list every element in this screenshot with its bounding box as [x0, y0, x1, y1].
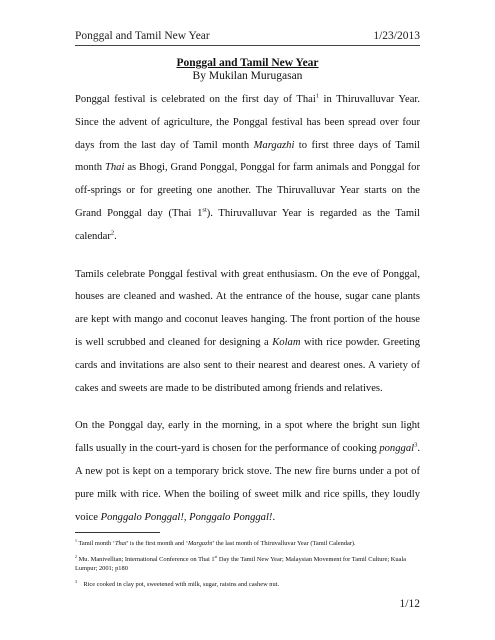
paragraph-2: Tamils celebrate Ponggal festival with great enthusiasm. On the eve of Ponggal, houses are cleaned and washed. At the entrance of the house, sugar cane plants are kept with mango and coconut leaves hanging. The front portion of the house is well scrubbed and cleaned for designing a Kolam with rice powder. Greeting cards and invitations are also sent to their nearest and dearest ones. A variety of cakes and sweets are made to be distributed among friends and relatives. [75, 268, 420, 394]
footnote-3: $^3$ Rice cooked in clay pot, sweetened with milk, sugar, raisins and cashew nut. [75, 578, 280, 588]
footnote-divider [75, 532, 160, 533]
paragraph-1: Ponggal festival is celebrated on the first day of Thai$^1$ in Thiruvalluvar Year. Since the advent of agriculture, the Ponggal festival has been spread over four days from the last day of Tamil month Margazhi to first three days of Tamil month Thai as Bhogi, Grand Ponggal, Ponggal for farm animals and Ponggal for off-springs or for greeting one another. The Thiruvalluvar Year starts on the Grand Ponggal day (Thai 1st). Thiruvalluvar Year is regarded as the Tamil calendar$^2$. [75, 92, 420, 242]
header-title: Ponggal and Tamil New Year [75, 30, 210, 42]
running-header [75, 30, 420, 46]
page-number: 1/12 [399, 598, 420, 610]
document-author: By Mukilan Murugasan [192, 70, 303, 82]
document-body [75, 57, 420, 529]
header-date: 1/23/2013 [373, 30, 420, 42]
footnotes [75, 532, 420, 595]
paragraph-spacer [75, 249, 420, 264]
footnote-ref-1: 1 [315, 92, 320, 100]
document-title: Ponggal and Tamil New Year [176, 57, 319, 69]
footnote-2: $^2$ Mu. Manivellian; International Conference on Thai 1st Day the Tamil New Year; Malaysian Movement for Tamil Culture; Kuala Lumpur; 2001; p180 [75, 553, 407, 573]
paragraph-spacer [75, 400, 420, 415]
paragraph-3: On the Ponggal day, early in the morning, in a spot where the bright sun light falls usually in the court-yard is chosen for the performance of cooking ponggal$^3$. A new pot is kept on a temporary brick stove. The new fire burns under a pot of pure milk with rice. When the boiling of sweet milk and rice spills, they loudly voice Ponggalo Ponggal!, Ponggalo Ponggal!. [75, 420, 420, 523]
footnote-ref-2: 2 [110, 229, 115, 237]
footnote-ref-3: 3 [414, 441, 418, 449]
footnote-1: $^1$ Tamil month ‘Thai’ is the first month and ‘Margazhi’ the last month of Thiruvalluvar Year (Tamil Calendar). [75, 537, 356, 547]
